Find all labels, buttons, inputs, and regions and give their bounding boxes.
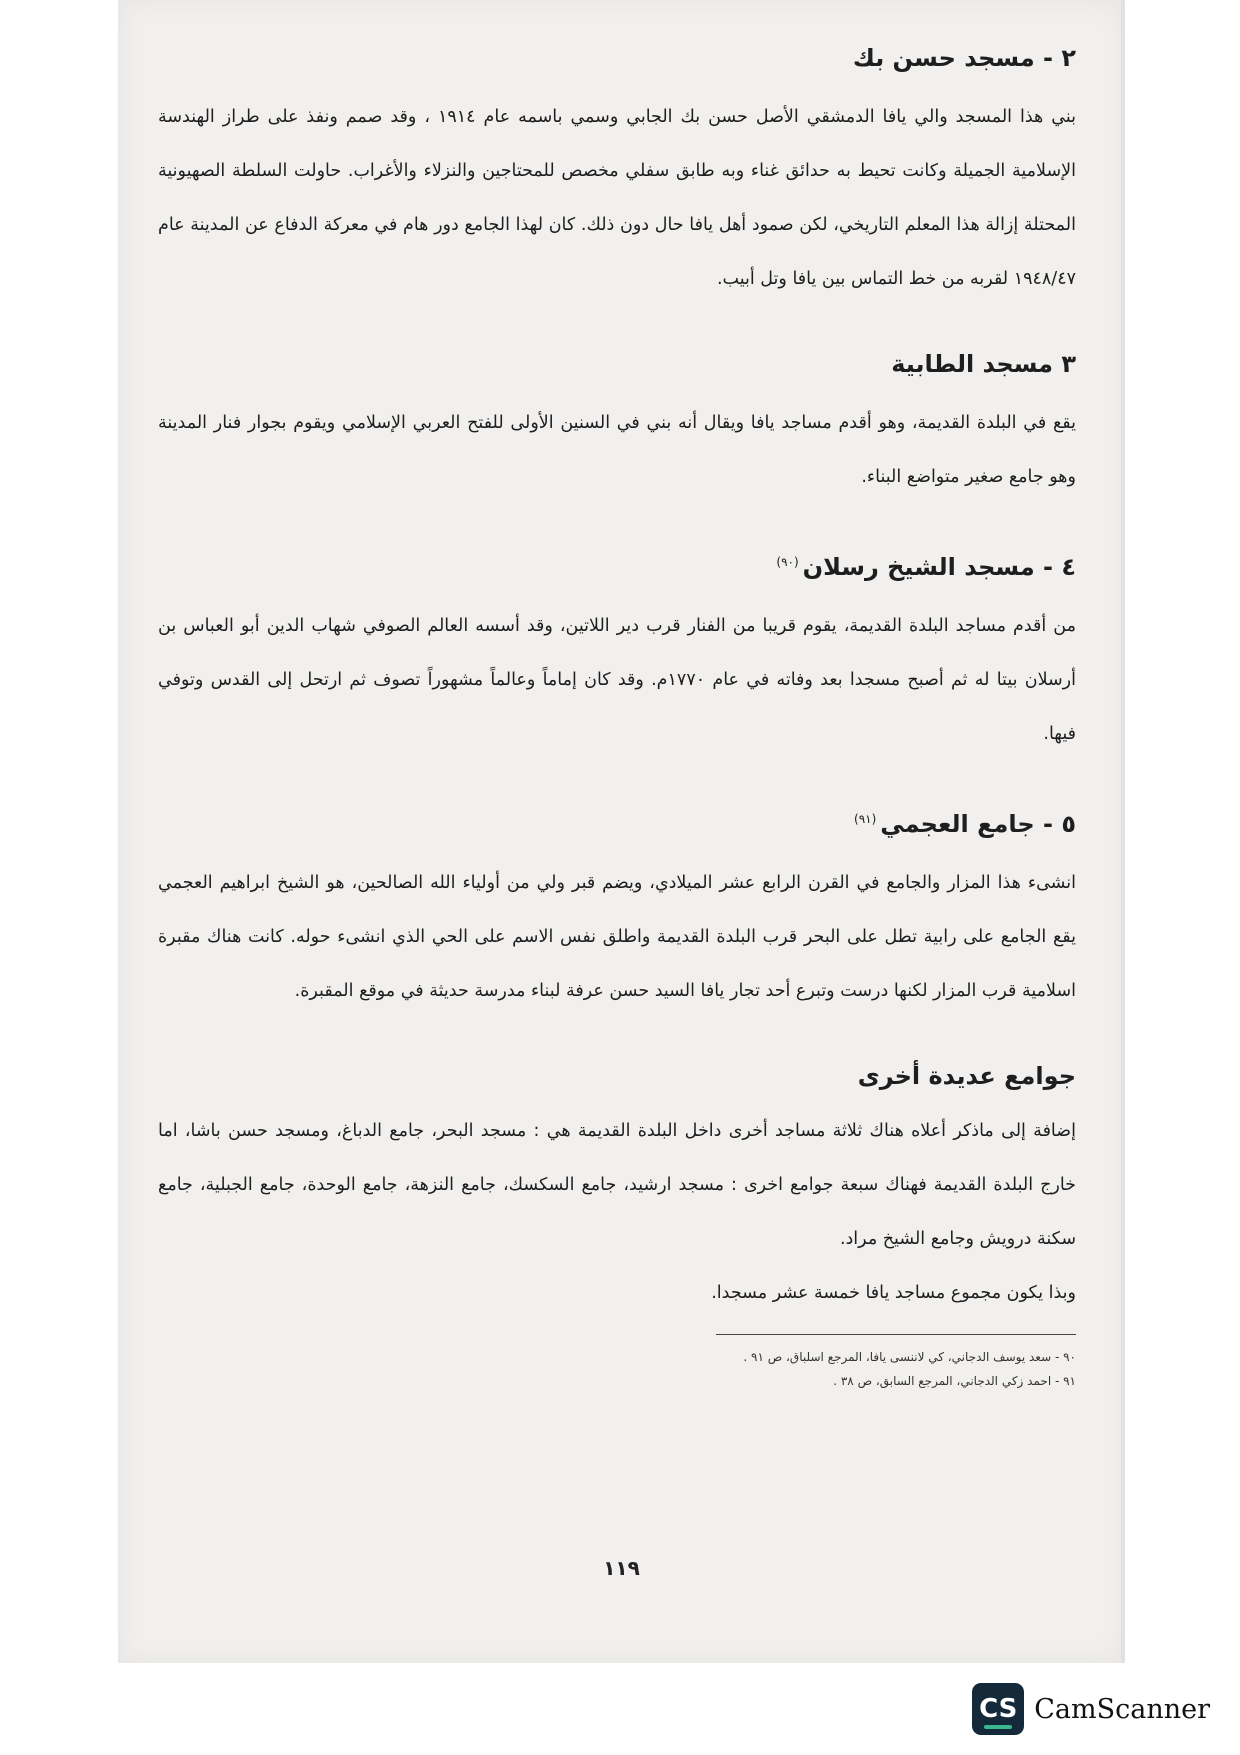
page-number: ١١٩ [603, 1556, 640, 1580]
section-heading [158, 544, 1076, 585]
heading-text: ٣ مسجد الطابية [891, 350, 1076, 378]
scanned-page [118, 0, 1125, 1663]
heading-text: جوامع عديدة أخرى [857, 1062, 1076, 1090]
paragraph: إضافة إلى ماذكر أعلاه هناك ثلاثة مساجد أخرى داخل البلدة القديمة هي : مسجد البحر، جامع الدباغ، ومسجد حسن باشا، اما خارج البلدة القديمة فهناك سبعة جوامع اخرى : مسجد ارشيد، جامع السكسك، جامع النزهة، جامع الوحدة، جامع الجبلية، جامع سكنة درويش وجامع الشيخ مراد. [158, 1121, 1076, 1249]
section-sheikh-raslan-mosque [158, 544, 1076, 761]
footnote: ٩١ - احمد زكي الدجاني، المرجع السابق، ص ٣٨ . [833, 1374, 1076, 1388]
page-edge [1121, 0, 1125, 1663]
logo-text: CS [979, 1694, 1018, 1724]
section-tabiya-mosque [158, 346, 1076, 504]
section-heading [158, 346, 1076, 382]
paragraph: من أقدم مساجد البلدة القديمة، يقوم قريبا من الفنار قرب دير اللاتين، وقد أسسه العالم الصوفي شهاب الدين أبو العباس بن أرسلان بيتا له ثم أصبح مسجدا بعد وفاته في عام ١٧٧٠م. وقد كان إماماً وعالماً مشهوراً تصوف ثم ارتحل إلى القدس وتوفي فيها. [158, 616, 1076, 744]
paragraph: بني هذا المسجد والي يافا الدمشقي الأصل حسن بك الجابي وسمي باسمه عام ١٩١٤ ، وقد صمم ونفذ على طراز الهندسة الإسلامية الجميلة وكانت تحيط به حدائق غناء وبه طابق سفلي مخصص للمحتاجين والنزلاء والأغراب. حاولت السلطة الصهيونية المحتلة إزالة هذا المعلم التاريخي، لكن صمود أهل يافا حال دون ذلك. كان لهذا الجامع دور هام في معركة الدفاع عن المدينة عام ١٩٤٨/٤٧ لقربه من خط التماس بين يافا وتل أبيب. [158, 107, 1076, 289]
footnote: ٩٠ - سعد يوسف الدجاني، كي لاننسى يافا، المرجع اسلباق، ص ٩١ . [743, 1350, 1076, 1364]
paragraph: انشىء هذا المزار والجامع في القرن الرابع عشر الميلادي، ويضم قبر ولي من أولياء الله الصالحين، هو الشيخ ابراهيم العجمي يقع الجامع على رابية تطل على البحر قرب البلدة القديمة واطلق نفس الاسم على الحي الذي انشىء حوله. كانت هناك مقبرة اسلامية قرب المزار لكنها درست وتبرع أحد تجار يافا السيد حسن عرفة لبناء مدرسة حديثة في موقع المقبرة. [158, 873, 1076, 1001]
footnote-divider [716, 1334, 1076, 1335]
page-content [158, 40, 1076, 1393]
heading-text: ٢ - مسجد حسن بك [852, 44, 1076, 72]
footnote-ref: (٩٠) [776, 555, 799, 569]
section-heading [158, 40, 1076, 76]
camscanner-watermark [972, 1678, 1210, 1740]
section-hasan-bek-mosque [158, 40, 1076, 306]
camscanner-logo-icon [972, 1683, 1024, 1735]
section-heading [158, 1058, 1076, 1094]
heading-text: ٥ - جامع العجمي [880, 810, 1076, 838]
paragraph: يقع في البلدة القديمة، وهو أقدم مساجد يافا ويقال أنه بني في السنين الأولى للفتح العربي الإسلامي ويقوم بجوار فنار المدينة وهو جامع صغير متواضع البناء. [158, 413, 1076, 487]
section-heading [158, 801, 1076, 842]
section-other-mosques [158, 1058, 1076, 1320]
paragraph: وبذا يكون مجموع مساجد يافا خمسة عشر مسجدا. [711, 1283, 1076, 1303]
footnote-ref: (٩١) [854, 812, 877, 826]
heading-text: ٤ - مسجد الشيخ رسلان [802, 553, 1076, 581]
section-ajami-mosque [158, 801, 1076, 1018]
watermark-text: CamScanner [1034, 1693, 1210, 1725]
